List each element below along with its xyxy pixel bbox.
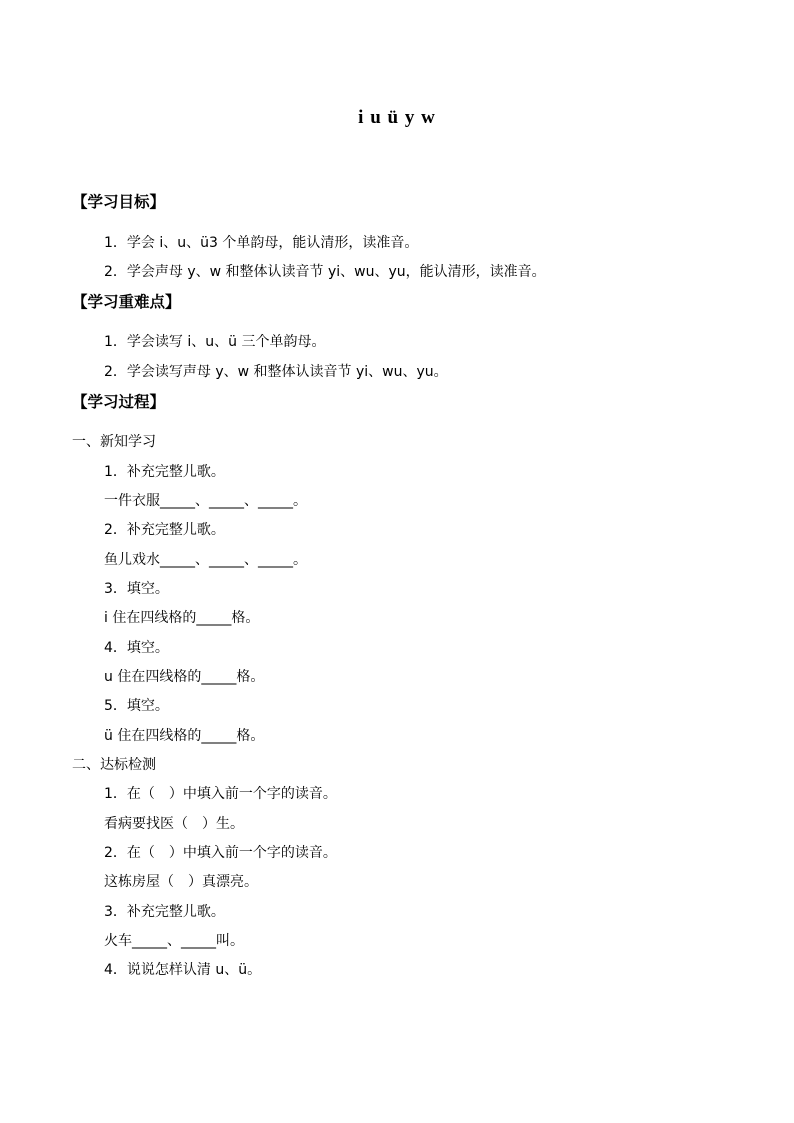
- key-point-item: 1．学会读写 i、u、ü 三个单韵母。: [104, 334, 326, 350]
- part2-line: 2．在（ ）中填入前一个字的读音。: [104, 845, 337, 861]
- part1-line: 1．补充完整儿歌。: [104, 464, 225, 480]
- part1-line: 一件衣服_____、_____、_____。: [104, 493, 307, 509]
- part1-line: ü 住在四线格的_____格。: [104, 728, 265, 744]
- part2-line: 这栋房屋（ ）真漂亮。: [104, 874, 258, 890]
- page-title: i u ü y w: [358, 107, 436, 128]
- part1-line: 鱼儿戏水_____、_____、_____。: [104, 552, 307, 568]
- part2-line: 看病要找医（ ）生。: [104, 816, 244, 832]
- part1-line: 2．补充完整儿歌。: [104, 522, 225, 538]
- part2-line: 4．说说怎样认清 u、ü。: [104, 962, 262, 978]
- part2-line: 3．补充完整儿歌。: [104, 904, 225, 920]
- part1-line: 5．填空。: [104, 698, 169, 714]
- part2-heading: 二、达标检测: [72, 757, 156, 773]
- part1-line: 3．填空。: [104, 581, 169, 597]
- section-process-heading: 【学习过程】: [72, 393, 166, 411]
- key-point-item: 2．学会读写声母 y、w 和整体认读音节 yi、wu、yu。: [104, 364, 448, 380]
- part2-line: 火车_____、_____叫。: [104, 933, 244, 949]
- part1-line: i 住在四线格的_____格。: [104, 610, 260, 626]
- part1-line: u 住在四线格的_____格。: [104, 669, 265, 685]
- section-goals-heading: 【学习目标】: [72, 193, 166, 211]
- goal-item: 2．学会声母 y、w 和整体认读音节 yi、wu、yu，能认清形，读准音。: [104, 264, 546, 280]
- part2-line: 1．在（ ）中填入前一个字的读音。: [104, 786, 337, 802]
- part1-heading: 一、新知学习: [72, 434, 156, 450]
- part1-line: 4．填空。: [104, 640, 169, 656]
- section-key-heading: 【学习重难点】: [72, 293, 181, 311]
- goal-item: 1．学会 i、u、ü3 个单韵母，能认清形，读准音。: [104, 235, 419, 251]
